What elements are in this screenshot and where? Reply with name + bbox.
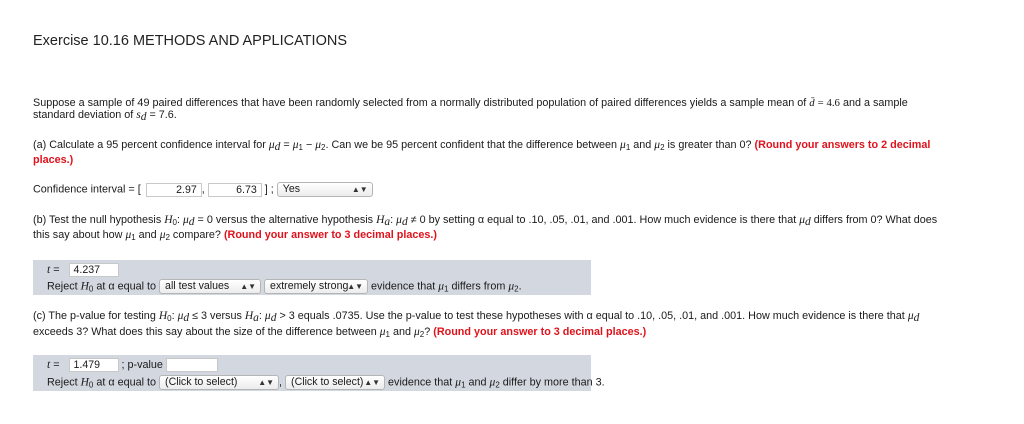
select-arrow-icon: ▲▼ — [347, 282, 364, 291]
ci-upper-input[interactable]: 6.73 — [208, 183, 262, 197]
t-label: t — [47, 263, 51, 276]
exercise-title: Exercise 10.16 METHODS AND APPLICATIONS — [33, 33, 347, 49]
select-arrow-icon: ▲▼ — [364, 378, 381, 387]
part-c-question: (c) The p-value for testing $H_0$: $\mu_d \le 3$ versus $H_a$: $\mu_d > 3$ equals .0735. Use the p-value to test these hypotheses with α equal to .10, .05, .01, and .001. How much evidence is there that $\mu_d$ — [33, 310, 920, 324]
intro-line-1: Suppose a sample of 49 paired differences that have been randomly selected from a normally distributed population of paired differences yields a sample mean of d̄ = 4.6 and a sample — [33, 97, 908, 109]
t-value-input-c[interactable]: 1.479 — [69, 358, 119, 372]
select-arrow-icon: ▲▼ — [258, 378, 275, 387]
ci-row: Confidence interval = [ 2.97 , 6.73 ] ; Yes ▲▼ — [33, 182, 373, 197]
intro-line-2: standard deviation of $s_d = 7.6$. — [33, 109, 177, 123]
part-a-round-cont: places.) — [33, 154, 74, 166]
part-c-answer-panel: t = 1.479 ; p-value Reject $H_0$ at α equal to (Click to select) ▲▼ , (Click to select) ▲▼ evidence that $\mu_1$ and $\mu_2$ differ by more than 3. — [33, 355, 591, 391]
evidence-select[interactable]: extremely strong ▲▼ — [264, 279, 368, 294]
ci-lower-input[interactable]: 2.97 — [146, 183, 202, 197]
t-value-input[interactable]: 4.237 — [69, 263, 119, 277]
ci-label: Confidence interval = [ — [33, 183, 141, 196]
part-c-question-2: exceeds 3? What does this say about the size of the difference between $\mu_1$ and $\mu_2$? (Round your answer to 3 decimal places.) — [33, 326, 647, 339]
select-arrow-icon: ▲▼ — [351, 185, 368, 194]
part-b-question: (b) Test the null hypothesis $H_0$: $\mu_d = 0$ versus the alternative hypothesis $H_a$: $\mu_d \ne 0$ by setting α equal to .10, .05, .01, and .001. How much evidence is there that $\mu_d$ differs from 0? What does — [33, 214, 938, 228]
confident-select[interactable]: Yes ▲▼ — [277, 182, 373, 197]
evidence-select-c[interactable]: (Click to select) ▲▼ — [285, 375, 385, 390]
select-arrow-icon: ▲▼ — [240, 282, 257, 291]
part-a-question: (a) Calculate a 95 percent confidence interval for $\mu_d = \mu_1 - \mu_2$. Can we be 95 percent confident that the difference between $\mu_1$ and $\mu_2$ is greater than 0? (Round your answers to 2 decimal — [33, 139, 931, 153]
part-b-question-2: this say about how $\mu_1$ and $\mu_2$ compare? (Round your answer to 3 decimal places.) — [33, 229, 437, 242]
alpha-select[interactable]: all test values ▲▼ — [159, 279, 261, 294]
alpha-select-c[interactable]: (Click to select) ▲▼ — [159, 375, 279, 390]
pvalue-input[interactable] — [166, 358, 218, 372]
part-b-answer-panel: t = 4.237 Reject $H_0$ at α equal to all test values ▲▼ extremely strong ▲▼ evidence that $\mu_1$ differs from $\mu_2$. — [33, 260, 591, 295]
